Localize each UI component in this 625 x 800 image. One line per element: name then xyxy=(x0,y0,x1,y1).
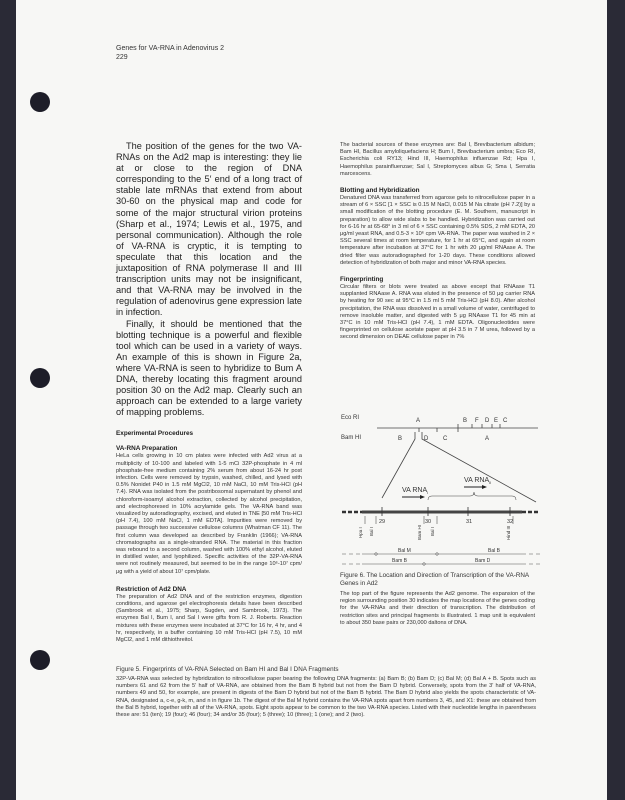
figure5-caption-text: 32P-VA-RNA was selected by hybridization to nitrocellulose paper bearing the following DNA fragments: (a) Bam B; (b) Bam D; (c) Bal M; (d) Bal A + B. Spots such as numbers 61 and 62 from the 5′ half of VA-RNA, are obtained from the Bam B hybrid but not from the Bam D hybrid. Conversely, spots from the 3′ half of VA-RNA, numbers 49 and 50, for example, are present in digests of the Bam D hybrid but not of the Bam B hybrid. The Bam D hybrid also yields the spots characteristic of VA-RNA, designated a, c-e, g-k, m, and n in figure 1b. The digest of the Bal M hybrid contains the VA-RNA spots apart from numbers 3, 45, and X1: these are obtained from the Bal B hybrid, together with all of the VA-RNA, spots. Eight spots appear to be common to the two VA-RNA species. Listed with their nucleotide lengths in parentheses these are: 51 (ten); 19 (four); 46 (four); 34 and/or 35 (four); 5 (three); 10 (three); 1 (one); and 2 (two). xyxy=(116,676,536,719)
subsection-text: HeLa cells growing in 10 cm plates were infected with Ad2 virus at a multiplicity of 10-100 and labeled with 1-5 mCi 32P-phosphate in 4 ml phosphate-free medium containing 2% serum from about 16-24 hr post infection. Cells were removed by trypsin, washed, chilled, and lysed with 0.5% Nonidet P40 in 1.5 mM MgCl2, 10 mM NaCl, 10 mM Tris-HCl (pH 7.4). RNA was isolated from the postribosomal supernatant by phenol and chloroform-isoamyl alcohol extraction, collected by alcohol precipitation, and electrophoresed in 10% acrylamide gels. The VA-RNA band was visualized by autoradiography, excised, and eluted in TNE [50 mM Tris-HCl (pH 7.4), 100 mM NaCl, 1 mM EDTA]. Impurities were removed by passage through two successive cellulose columns (Whatman CF 11). The first column was developed as described by Franklin (1966); VA-RNA chromatographs as a single-stranded RNA. The material in this fraction was rebound to a second column, washed with 100% ethyl alcohol, eluted in distilled water, and lyophilized. Specific activities of the 32P-VA-RNA were not routinely measured, but seemed to be in the range 10⁶-10⁷ cpm/μg with a yield of about 10⁷ cpm/plate. xyxy=(116,453,302,575)
subsection-heading: Fingerprinting xyxy=(340,276,384,284)
va2-arrowhead xyxy=(482,485,487,489)
binder-hole xyxy=(30,650,50,670)
site-label: Bal I xyxy=(430,526,435,536)
eco-fragment: A xyxy=(416,418,421,424)
dna-bar xyxy=(362,511,522,514)
va2-bracket xyxy=(428,492,516,500)
subsection-text: Circular filters or blots were treated as above except that RNAase T1 supplanted RNAase A. RNA was eluted in the presence of 50 μg carrier RNA by heating for 90 sec at 95°C in 1.5 ml 5 mM Tris-HCl (pH 8.0). After alcohol precipitation, the RNA was dissolved in a small volume of water, centrifuged to remove insoluble matter, and digested with 5 μg RNAase T1 for 45 min at 37°C in 10 mM Tris-HCl (pH 7.4), 1 mM EDTA. Oligonucleotides were fingerprinted on cellulose acetate paper at pH 3.5 in 7 M urea, followed by a second dimension on DEAE cellulose paper in 7% xyxy=(340,284,535,341)
subsection-heading: Restriction of Ad2 DNA xyxy=(116,585,187,593)
binder-hole xyxy=(30,92,50,112)
figure5-caption xyxy=(116,666,536,719)
running-head xyxy=(116,44,224,62)
map-unit-label: 32 xyxy=(507,519,514,525)
subsection-text: The preparation of Ad2 DNA and of the restriction enzymes, digestion conditions, and agarose gel electrophoresis details have been described (Sambrook et al., 1975; Sharp, Sugden, and Sambrook, 1973). The enzymes Bal I, Bum I, and Sal I were gifts from R. J. Roberts. Reaction mixtures with these enzymes were incubated at 37°C for 16 hr, 4 hr, and 4 hr, respectively, in a buffer containing 10 mM Tris-HCl (pH 7.5), 10 mM MgCl2, and 1 mM dithiothreitol. xyxy=(116,593,302,644)
va1-label: VA $RNA_I$ xyxy=(402,487,429,495)
eco-fragment: C xyxy=(503,418,508,424)
bam-sub-fragment: Bam B xyxy=(392,558,408,564)
site-label: Bal I xyxy=(369,526,374,536)
bal-fragment: Bal M xyxy=(398,548,411,554)
bam-fragment: B xyxy=(398,436,403,442)
figure6-caption xyxy=(340,572,535,627)
left-column xyxy=(116,141,302,644)
figure6-diagram xyxy=(340,412,540,572)
bam-sub-fragment: Bam D xyxy=(475,558,491,564)
bam-sites xyxy=(419,428,458,432)
bam-fragment: A xyxy=(485,436,490,442)
site-label: Hpa I xyxy=(358,527,363,538)
va1-arrowhead xyxy=(420,495,425,499)
bam-fragment: D xyxy=(424,436,429,442)
figure6-caption-title: Figure 6. The Location and Direction of Transcription of the VA-RNA Genes in Ad2 xyxy=(340,572,529,587)
binder-hole xyxy=(30,368,50,388)
map-unit-label: 30 xyxy=(425,519,432,525)
body-paragraph: Finally, it should be mentioned that the blotting technique is a powerful and flexible tool which can be used in a variety of ways. An example of this is shown in Figure 2a, where VA-RNA is seen to hybridize to Bum A DNA, thereby locating this fragment around position 30 on the Ad2 map. Clearly such an approach can be extended to a large variety of mapping problems. xyxy=(116,318,302,418)
enzyme-sources: The bacterial sources of these enzymes are: Bal I, Brevibacterium albidum; Bam HI, Bacillus amyloliquefaciens H; Bum I, Brevibacterium umbra; Eco RI, Escherichia coli RY13; Hind III, Haemophilus influenzae Rd; Hpa I, Haemophilus parainfluenzae; Sal I, Streptomyces albus G; Sma I, Serratia marcescens. xyxy=(340,142,535,177)
figure6-caption-text: The top part of the figure represents the Ad2 genome. The expansion of the region surrounding position 30 indicates the map locations of the genes coding for the VA-RNAs and their direction of transcription. The distribution of restriction sites and principal fragments is illustrated. 1 map unit is equivalent to about 350 base pairs or 230,000 daltons of DNA. xyxy=(340,591,535,626)
expansion-line-right xyxy=(422,432,536,502)
eco-fragment: D xyxy=(485,418,490,424)
page-number: 229 xyxy=(116,54,128,61)
site-label: Bam HI xyxy=(417,524,422,540)
running-head-title: Genes for VA-RNA in Adenovirus 2 xyxy=(116,45,225,52)
eco-label: Eco RI xyxy=(341,415,360,421)
right-column xyxy=(340,142,535,342)
eco-fragment: B xyxy=(463,418,468,424)
bam-label: Bam HI xyxy=(341,435,362,441)
map-unit-label: 29 xyxy=(379,519,386,525)
subsection-heading: VA-RNA Preparation xyxy=(116,445,178,453)
eco-fragment: F xyxy=(475,418,479,424)
map-unit-label: 31 xyxy=(466,519,473,525)
eco-fragment: E xyxy=(494,418,499,424)
bam-fragment: C xyxy=(443,436,448,442)
eco-sites xyxy=(458,424,500,428)
subsection-text: Denatured DNA was transferred from agarose gels to nitrocellulose paper in a stream of 6 × SSC [1 × SSC is 0.15 M NaCl, 0.015 M Na citrate (pH 7.2)] by a small modification of the blotting procedure (E. M. Southern, manuscript in preparation) to allow wide slabs to be handled. Hybridization was carried out for 6-16 hr at 65-68° in 3 ml of 6 × SSC containing 0.5% SDS, 2 mM EDTA, 20 μg/ml yeast RNA, and 0.5-3 × 10⁶ cpm VA-RNA. The paper was washed in 2 × SSC several times at room temperature, for 1 hr at 65°C, and again at room temperature after incubation at 37°C for 1 hr with 20 μg/ml RNAase A. The dried filter was autoradiographed for 1-20 days. These conditions allowed detection of hybridization of both major and minor VA-RNA species. xyxy=(340,195,535,266)
bal-fragment: Bal B xyxy=(488,548,500,554)
subsection-heading: Blotting and Hybridization xyxy=(340,187,420,195)
figure5-caption-title: Figure 5. Fingerprints of VA-RNA Selected on Bam HI and Bal I DNA Fragments xyxy=(116,666,339,673)
section-heading: Experimental Procedures xyxy=(116,430,194,438)
site-label: Hind III xyxy=(506,525,511,540)
va2-label: VA $RNA_{II}$ xyxy=(464,477,492,485)
body-paragraph: The position of the genes for the two VA-RNAs on the Ad2 map is interesting: they lie at or close to the region of DNA corresponding to the 5′ end of a long tract of stable late mRNAs that extend from about 30-60 on the physical map and code for some of the major structural virion proteins (Sharp et al., 1974; Lewis et al., 1975, and personal communication). Although the role of VA-RNA is cryptic, it is tempting to speculate that this location and the juxtaposition of RNA polymerase II and III transcription units may not be insignificant, and that VA-RNA may be involved in the regulation of adenovirus gene expression late in infection. xyxy=(116,141,302,318)
